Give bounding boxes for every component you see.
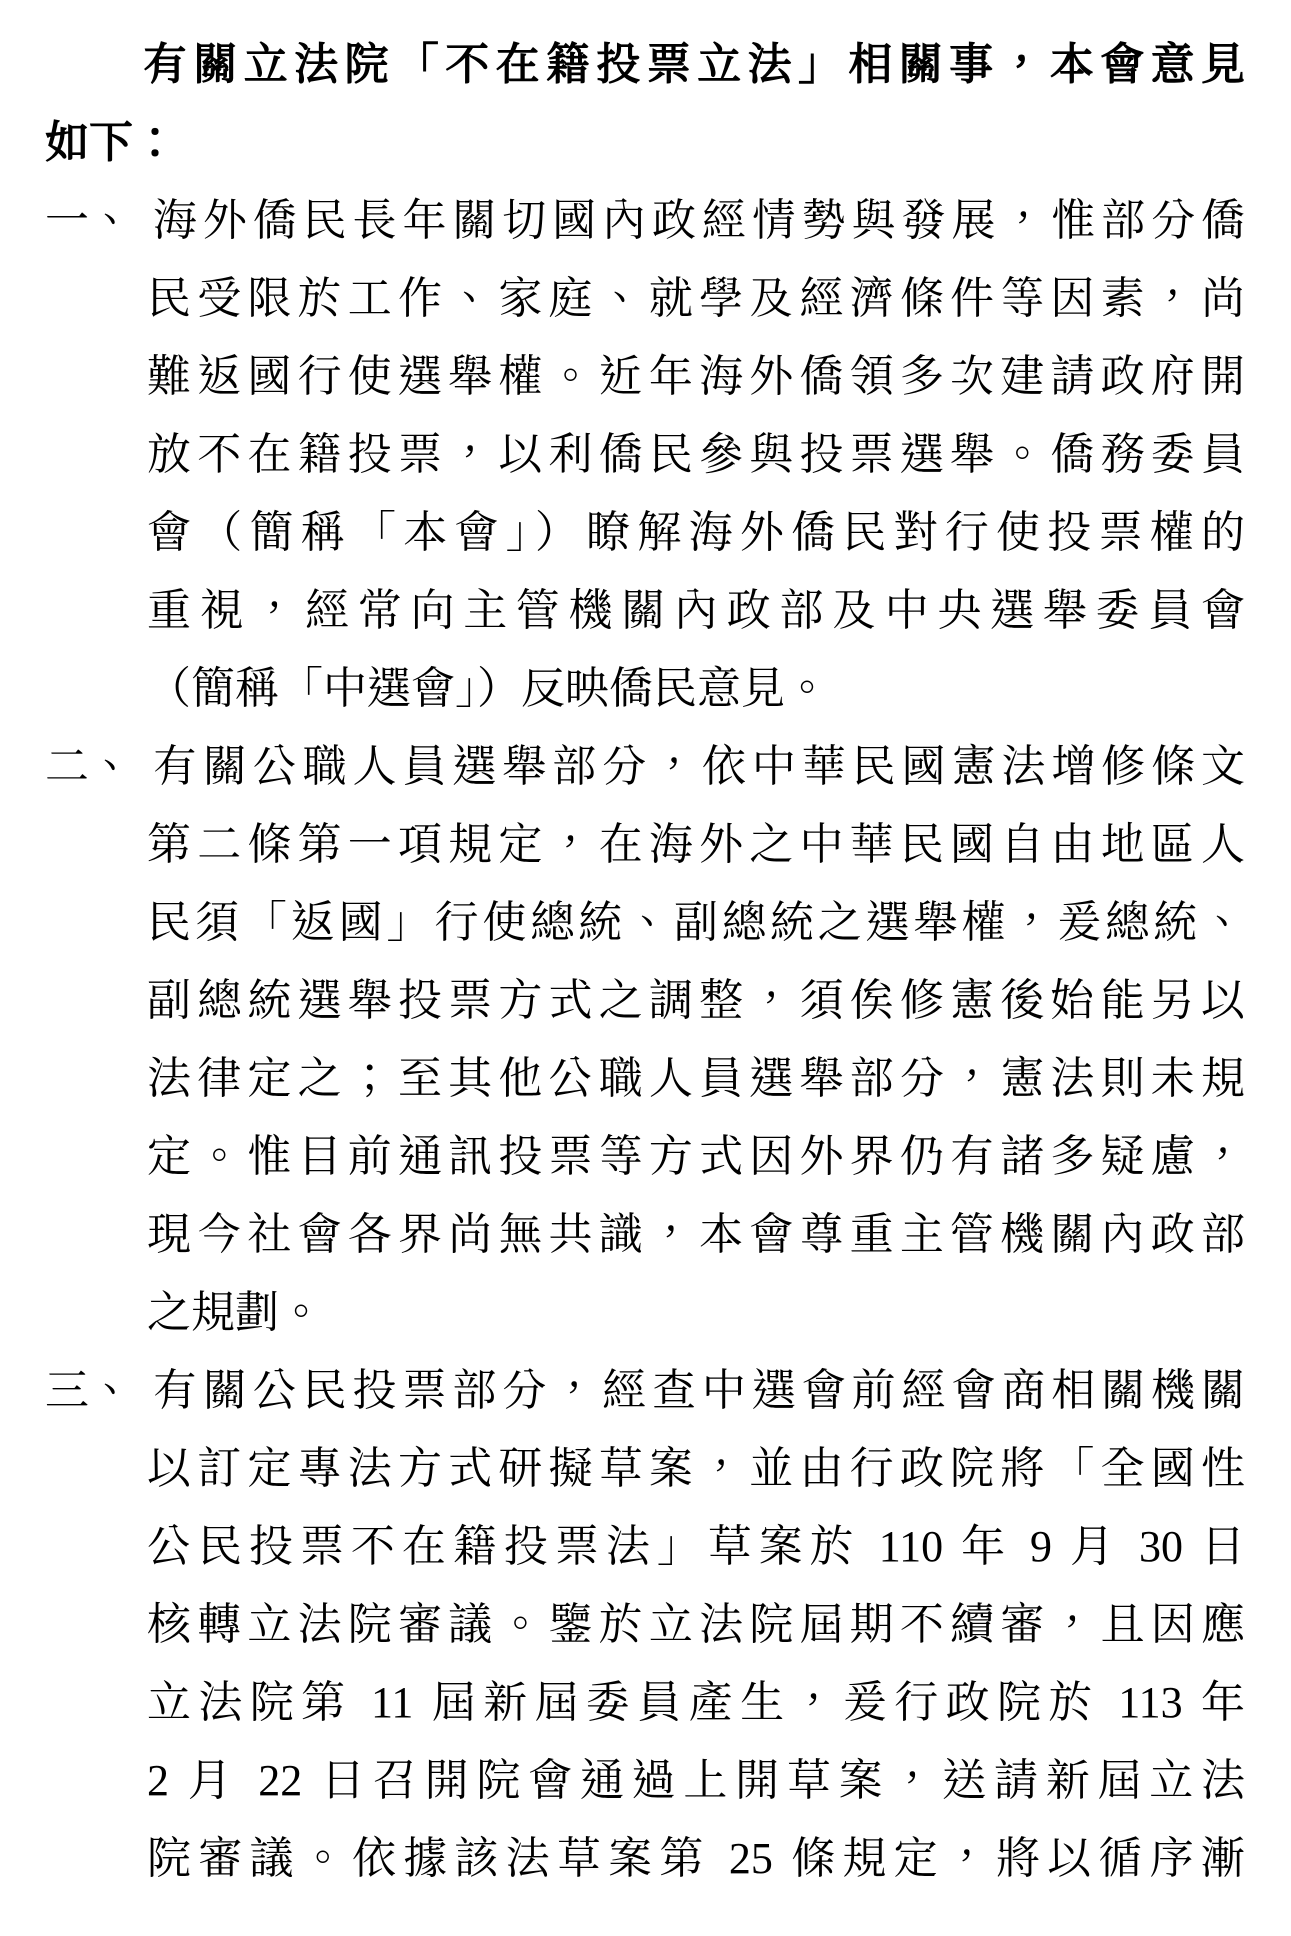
item-3-line: 立法院第 11 屆新屆委員產生，爰行政院於 113 年	[147, 1678, 1245, 1727]
item-1-line	[45, 182, 1245, 260]
item-3-line: 公民投票不在籍投票法」草案於 110 年 9 月 30 日	[147, 1522, 1245, 1571]
item-1-text: 海外僑民長年關切國內政經情勢與發展，惟部分僑	[147, 196, 1245, 245]
item-3-line: 2 月 22 日召開院會通過上開草案，送請新屆立法	[147, 1756, 1245, 1805]
item-2-line: 現今社會各界尚無共識，本會尊重主管機關內政部	[147, 1210, 1245, 1259]
item-2-line: 定。惟目前通訊投票等方式因外界仍有諸多疑慮，	[147, 1132, 1245, 1181]
item-3-line: 核轉立法院審議。鑒於立法院屆期不續審，且因應	[147, 1600, 1245, 1649]
item-2-line: 之規劃。	[147, 1288, 323, 1337]
item-3-text: 有關公民投票部分，經查中選會前經會商相關機關	[147, 1366, 1245, 1415]
item-1-line: 重視，經常向主管機關內政部及中央選舉委員會	[147, 586, 1245, 635]
item-1-line: （簡稱「中選會」）反映僑民意見。	[147, 664, 829, 713]
item-3-marker: 三、	[45, 1366, 133, 1415]
item-2-line: 第二條第一項規定，在海外之中華民國自由地區人	[147, 820, 1245, 869]
item-2-marker: 二、	[45, 742, 133, 791]
item-3-line: 院審議。依據該法草案第 25 條規定，將以循序漸	[147, 1834, 1245, 1883]
item-1-line: 放不在籍投票，以利僑民參與投票選舉。僑務委員	[147, 430, 1245, 479]
item-2-line	[45, 728, 1245, 806]
item-1-line: 難返國行使選舉權。近年海外僑領多次建請政府開	[147, 352, 1245, 401]
item-2-line: 民須「返國」行使總統、副總統之選舉權，爰總統、	[147, 898, 1245, 947]
heading-line-1: 有關立法院「不在籍投票立法」相關事，本會意見	[143, 40, 1245, 89]
item-2-line: 法律定之；至其他公職人員選舉部分，憲法則未規	[147, 1054, 1245, 1103]
item-2-text: 有關公職人員選舉部分，依中華民國憲法增修條文	[147, 742, 1245, 791]
item-1-line: 民受限於工作、家庭、就學及經濟條件等因素，尚	[147, 274, 1245, 323]
item-3-line	[45, 1352, 1245, 1430]
item-2-line: 副總統選舉投票方式之調整，須俟修憲後始能另以	[147, 976, 1245, 1025]
item-3-line: 以訂定專法方式研擬草案，並由行政院將「全國性	[147, 1444, 1245, 1493]
item-1-marker: 一、	[45, 196, 133, 245]
item-1-line: 會（簡稱「本會」）瞭解海外僑民對行使投票權的	[147, 508, 1245, 557]
heading-line-2: 如下：	[45, 118, 177, 167]
